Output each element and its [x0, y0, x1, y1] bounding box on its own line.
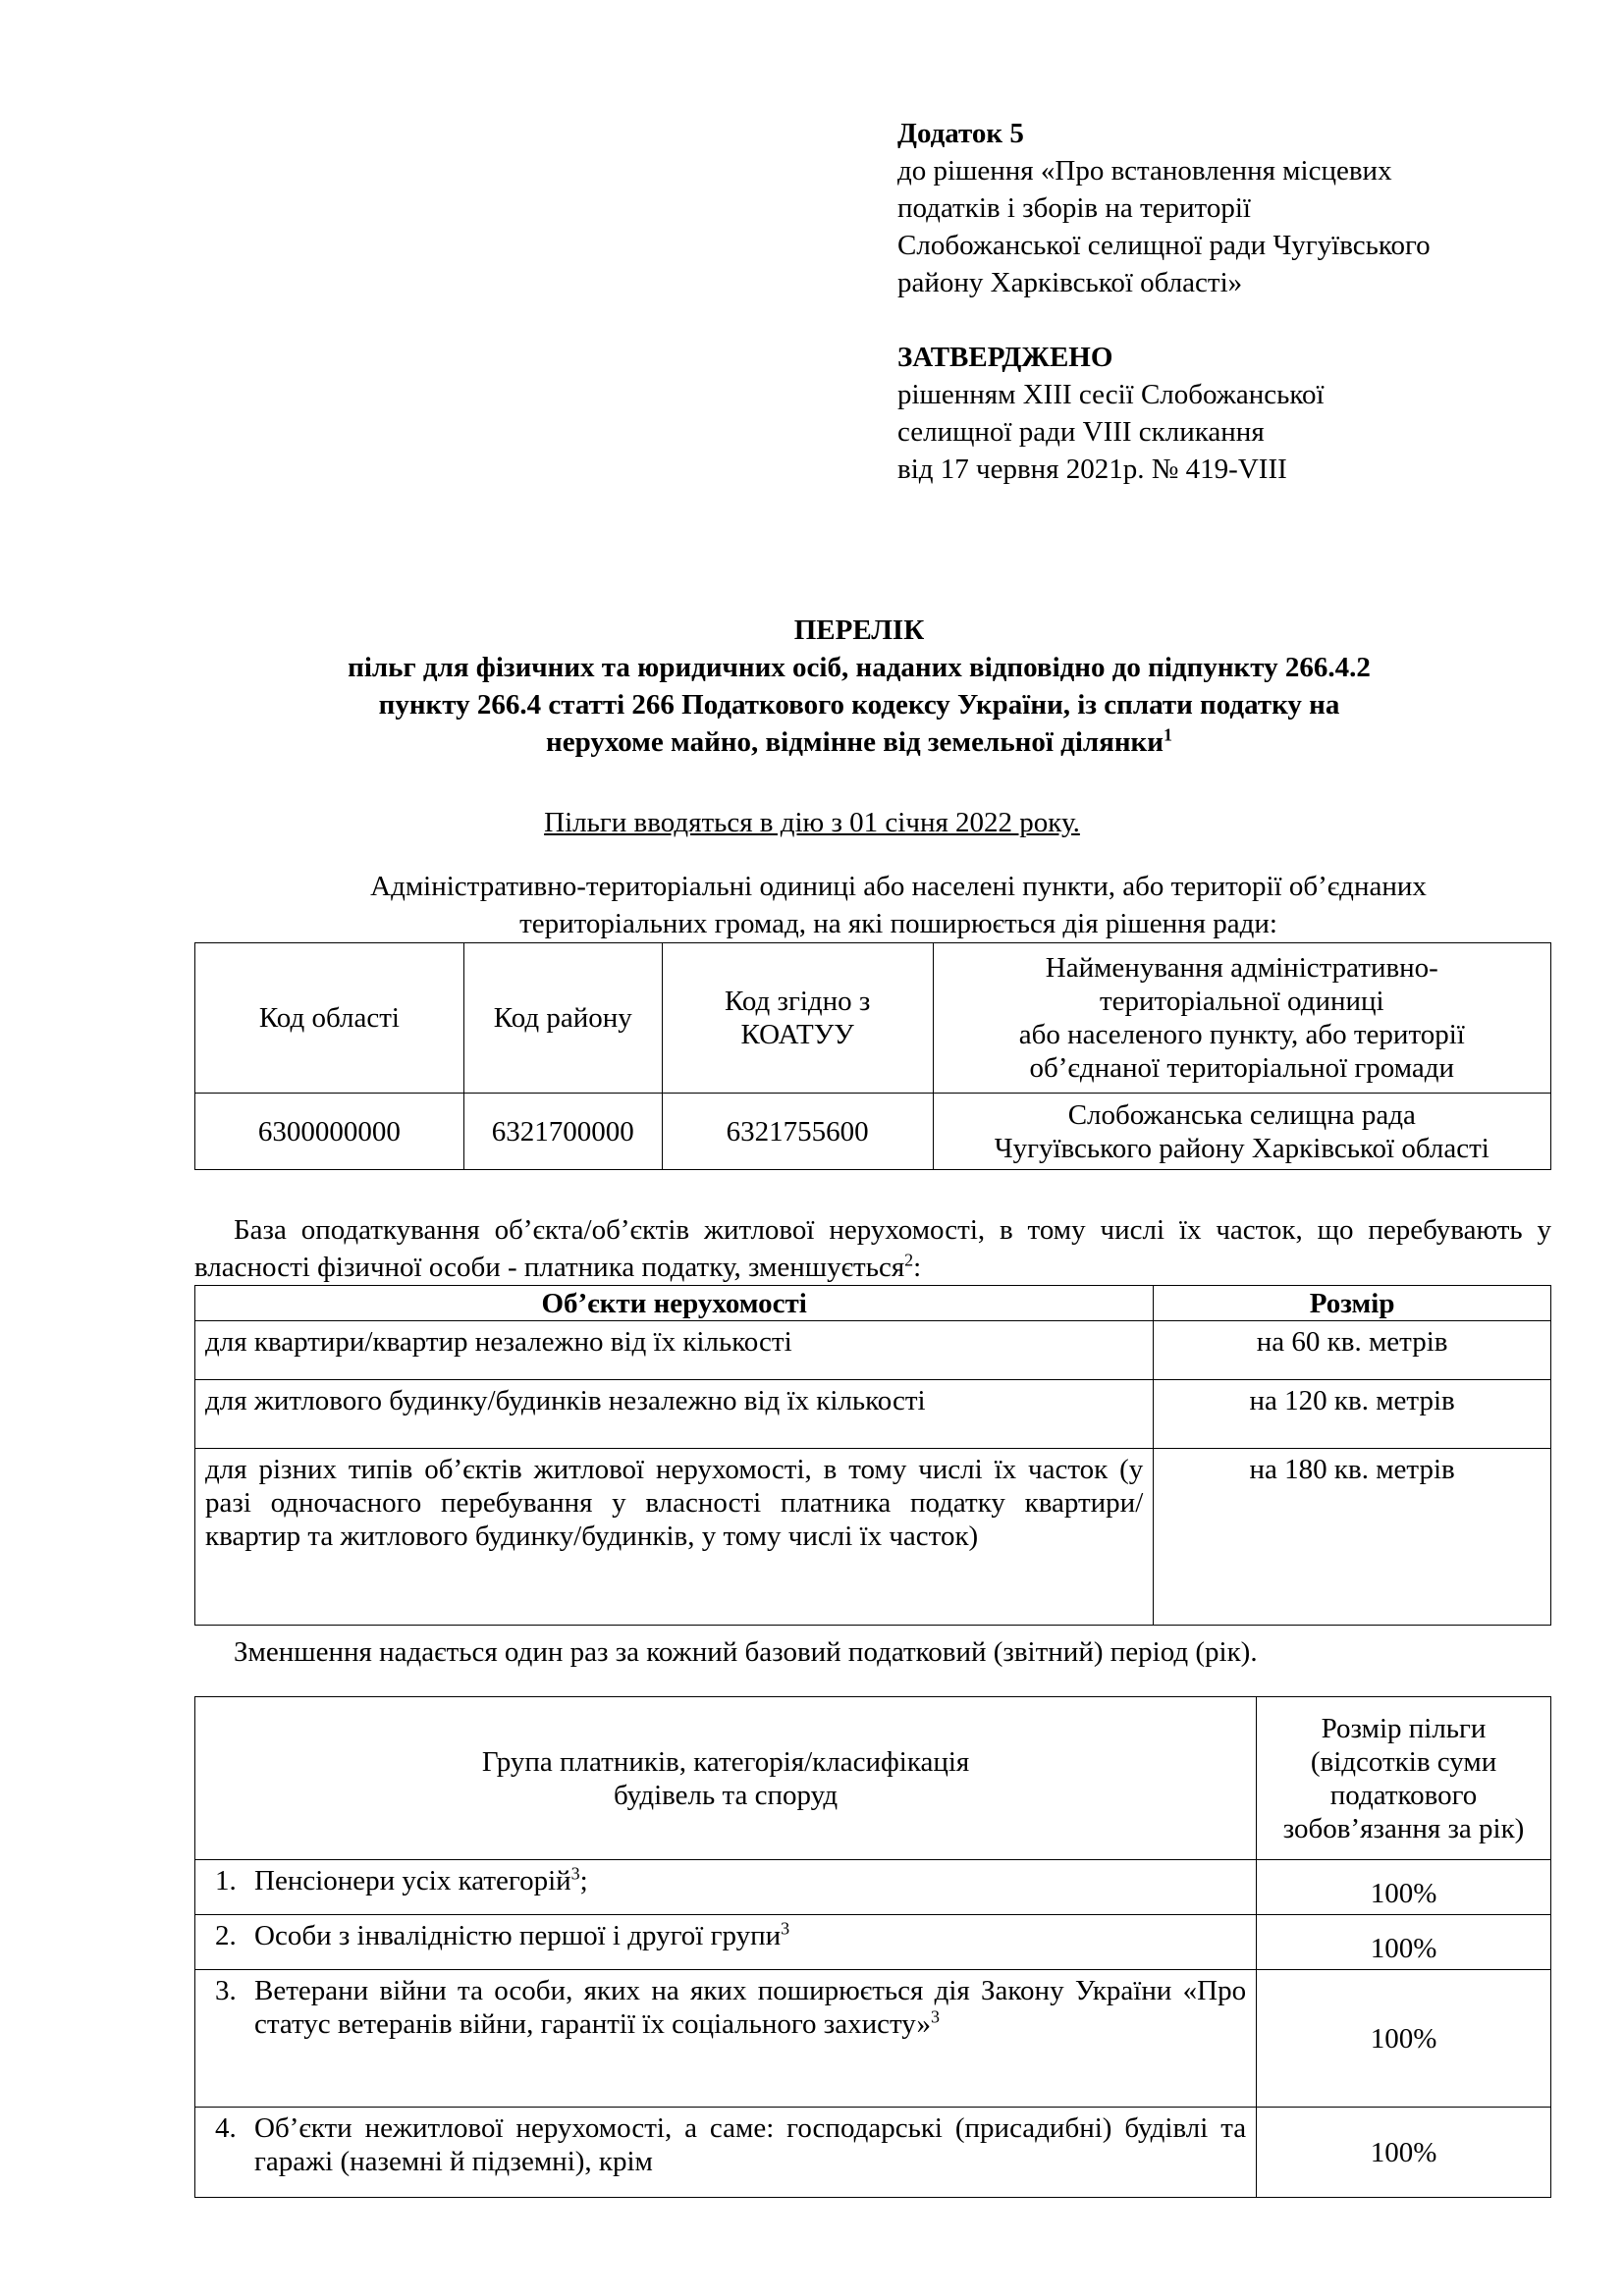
effective-date-text: Пільги вводяться в дію з 01 січня 2022 року. [544, 807, 1080, 838]
cell-text: Слобожанська селищна рада [1067, 1098, 1416, 1131]
intro-line: Адміністративно-територіальні одиниці або населені пункти, або території об’єднаних [370, 871, 1427, 902]
table-row [195, 2108, 1551, 2198]
heading-line-last [118, 723, 1600, 761]
header-koatuu-code [662, 943, 933, 1094]
cell-object: для різних типів об’єктів житлової нерухомості, в тому числі їх часток (у разі одночасного перебування у власності платника податку квартири/квартир та житлового будинку/будинків, у тому числі їх часток) [195, 1449, 1154, 1626]
cell-benefit-size: 100% [1257, 1915, 1551, 1970]
effective-date [0, 804, 1624, 841]
footnote-marker: 3 [570, 1863, 580, 1884]
reduction-note: Зменшення надається один раз за кожний базовий податковий (звітний) період (рік). [234, 1636, 1258, 1668]
header-text: податкового [1329, 1779, 1478, 1811]
appendix-line: до рішення «Про встановлення місцевих [897, 155, 1392, 187]
footnote-marker: 2 [904, 1250, 914, 1270]
heading-line-text: нерухоме майно, відмінне від земельної ділянки [546, 726, 1164, 758]
item-number: 1. [215, 1865, 237, 1896]
appendix-line: району Харківської області» [897, 267, 1243, 298]
item-text: Особи з інвалідністю першої і другої групи [254, 1920, 782, 1951]
cell-benefit-size [1257, 2108, 1551, 2198]
item-text: Об’єкти нежитлової нерухомості, а саме: господарські (присадибні) будівлі та гаражі (наземні й підземні), крім [254, 2112, 1247, 2177]
table-header-row [195, 1697, 1551, 1860]
table-row [195, 1094, 1551, 1170]
approved-line: селищної ради VIII скликання [897, 416, 1265, 448]
appendix-line: Слобожанської селищної ради Чугуївського [897, 230, 1431, 261]
header-text: Код згідно з [724, 986, 871, 1017]
table-row [195, 1380, 1551, 1449]
header-region-code: Код області [195, 943, 464, 1094]
header-text: (відсотків суми [1310, 1745, 1497, 1778]
heading-line: пункту 266.4 статті 266 Податкового кодексу України, із сплати податку на [378, 689, 1340, 721]
tax-base-sentence: База оподаткування об’єкта/об’єктів житлової нерухомості, в тому числі їх часток, що перебувають у власності фізичної особи - платника податку, зменшується [194, 1214, 1551, 1283]
appendix-block [897, 115, 1585, 301]
appendix-title: Додаток 5 [897, 118, 1024, 149]
property-table [194, 1285, 1551, 1626]
tax-base-text [194, 1211, 1551, 1286]
cell-koatuu-code: 6321755600 [662, 1094, 933, 1170]
pct-text: 100% [1370, 2136, 1437, 2168]
header-text: КОАТУУ [740, 1019, 854, 1050]
cell-benefit-size [1257, 1970, 1551, 2108]
admin-units-table [194, 942, 1551, 1170]
cell-object: для квартири/квартир незалежно від їх кількості [195, 1321, 1154, 1380]
intro-text [196, 868, 1600, 942]
cell-text: Чугуївського району Харківської області [994, 1132, 1489, 1164]
header-objects: Об’єкти нерухомості [195, 1286, 1154, 1321]
approved-title: ЗАТВЕРДЖЕНО [897, 342, 1113, 373]
table-header-row [195, 943, 1551, 1094]
item-text: Пенсіонери усіх категорій [254, 1865, 571, 1896]
pct-text: 100% [1370, 2022, 1437, 2055]
header-text: будівель та споруд [614, 1779, 839, 1811]
item-number: 4. [215, 2112, 237, 2144]
footnote-marker: 1 [1163, 724, 1172, 745]
cell-payer-group [195, 2108, 1257, 2198]
table-row [195, 1449, 1551, 1626]
punctuation: ; [579, 1865, 588, 1896]
header-text: Група платників, категорія/класифікація [481, 1745, 970, 1778]
cell-payer-group [195, 1970, 1257, 2108]
header-text: Найменування адміністративно- [1045, 952, 1438, 984]
heading-line: пільг для фізичних та юридичних осіб, наданих відповідно до підпункту 266.4.2 [348, 652, 1371, 683]
cell-benefit-size: 100% [1257, 1860, 1551, 1915]
approved-block [897, 339, 1585, 488]
cell-size: на 60 кв. метрів [1154, 1321, 1551, 1380]
benefits-table [194, 1696, 1551, 2198]
heading-title: ПЕРЕЛІК [793, 614, 925, 646]
cell-district-code: 6321700000 [463, 1094, 662, 1170]
header-text: Розмір пільги [1321, 1712, 1487, 1744]
header-text: або населеного пункту, або території [1018, 1019, 1465, 1050]
table-header-row [195, 1286, 1551, 1321]
table-row [195, 1970, 1551, 2108]
document-heading [118, 612, 1600, 761]
header-text: зобов’язання за рік) [1282, 1812, 1525, 1844]
table-row [195, 1860, 1551, 1915]
cell-object: для житлового будинку/будинків незалежно від їх кількості [195, 1380, 1154, 1449]
header-benefit-size [1257, 1697, 1551, 1860]
cell-size: на 180 кв. метрів [1154, 1449, 1551, 1626]
cell-payer-group [195, 1915, 1257, 1970]
header-unit-name [933, 943, 1550, 1094]
footnote-marker: 3 [781, 1918, 790, 1939]
header-payer-group [195, 1697, 1257, 1860]
intro-line: територіальних громад, на які поширюється дія рішення ради: [519, 908, 1277, 939]
item-text: Ветерани війни та особи, яких на яких поширюється дія Закону України «Про статус ветеранів війни, гарантії їх соціального захисту» [254, 1975, 1247, 2040]
item-number: 3. [215, 1975, 237, 2006]
footnote-marker: 3 [931, 2006, 941, 2027]
cell-region-code: 6300000000 [195, 1094, 464, 1170]
cell-size: на 120 кв. метрів [1154, 1380, 1551, 1449]
punctuation: : [913, 1252, 922, 1283]
item-text-wrap [254, 1974, 1246, 2041]
header-size: Розмір [1154, 1286, 1551, 1321]
tax-base-paragraph [194, 1211, 1551, 1286]
cell-payer-group [195, 1860, 1257, 1915]
header-district-code: Код району [463, 943, 662, 1094]
cell-unit-name [933, 1094, 1550, 1170]
table-row [195, 1321, 1551, 1380]
appendix-line: податків і зборів на території [897, 192, 1251, 224]
header-text: об’єднаної територіальної громади [1029, 1052, 1455, 1084]
approved-line: рішенням ХIІІ сесії Слобожанської [897, 379, 1325, 410]
header-text: територіальної одиниці [1099, 986, 1384, 1017]
approved-line: від 17 червня 2021р. № 419-VIII [897, 454, 1287, 485]
item-number: 2. [215, 1920, 237, 1951]
table-row [195, 1915, 1551, 1970]
